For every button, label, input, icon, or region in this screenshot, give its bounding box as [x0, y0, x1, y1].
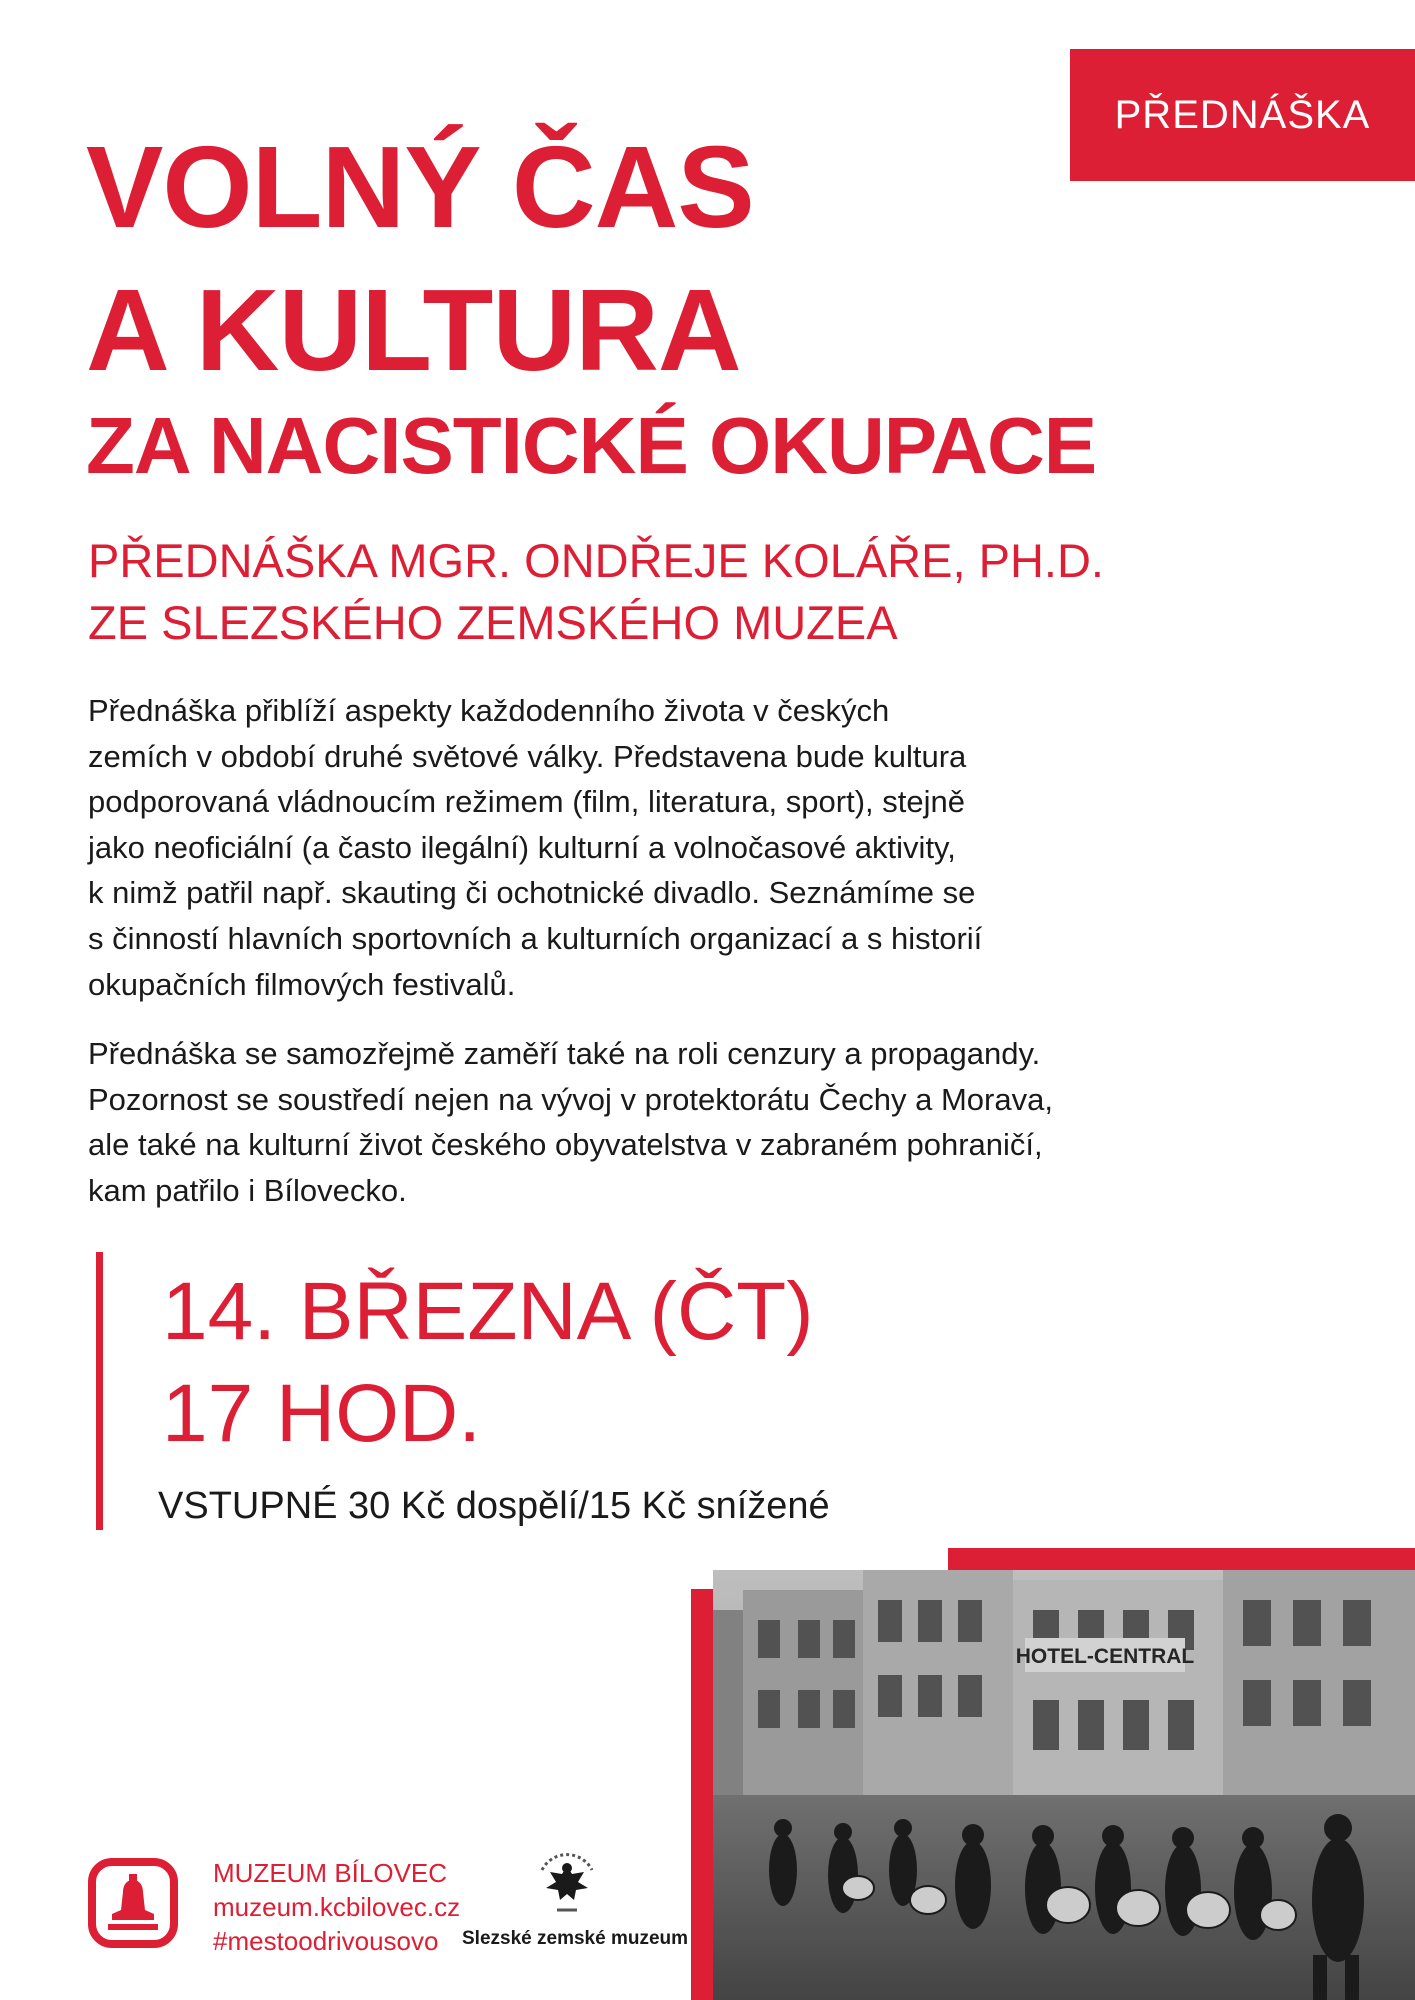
photo-frame-top — [948, 1548, 1415, 1570]
event-type-badge — [1070, 49, 1415, 181]
description-line: Přednáška přiblíží aspekty každodenního života v českých — [88, 693, 890, 728]
description-line: zemích v období druhé světové války. Představena bude kultura — [88, 738, 967, 774]
description-line: podporovaná vládnoucím režimem (film, literatura, sport), stejně — [88, 784, 965, 820]
historical-photo — [713, 1570, 1415, 2000]
photo-frame-left — [691, 1589, 713, 2000]
description-line: k nimž patřil např. skauting či ochotnické divadlo. Seznámíme se — [88, 875, 976, 911]
date-accent-bar — [96, 1252, 103, 1530]
eagle-emblem-icon — [522, 1838, 612, 1928]
museum-website[interactable]: muzeum.kcbilovec.cz — [213, 1892, 461, 1922]
subtitle-speaker: PŘEDNÁŠKA MGR. ONDŘEJE KOLÁŘE, PH.D. — [88, 534, 1104, 587]
event-type-label: PŘEDNÁŠKA — [1114, 92, 1371, 137]
description-line: Pozornost se soustředí nejen na vývoj v protektorátu Čechy a Morava, — [88, 1081, 1053, 1117]
description-line: okupačních filmových festivalů. — [88, 966, 516, 1002]
description-line: kam patřilo i Bílovecko. — [88, 1172, 407, 1208]
muzeum-bell-icon — [88, 1858, 178, 1948]
event-time: 17 HOD. — [162, 1368, 481, 1459]
description-paragraph-1 — [88, 688, 982, 1007]
museum-hashtag: #mestoodrivousovo — [213, 1926, 439, 1956]
subtitle-institution: ZE SLEZSKÉHO ZEMSKÉHO MUZEA — [88, 596, 898, 649]
historical-photo-illustration — [713, 1570, 1415, 2000]
hotel-sign-text: HOTEL-CENTRAL — [1015, 1645, 1195, 1668]
title-line-3: ZA NACISTICKÉ OKUPACE — [86, 401, 1097, 490]
slezske-muzeum-emblem — [522, 1838, 612, 1928]
museum-name: MUZEUM BÍLOVEC — [213, 1858, 448, 1888]
description-line: ale také na kulturní život českého obyvatelstva v zabraném pohraničí, — [88, 1127, 1043, 1163]
admission-price: VSTUPNÉ 30 Kč dospělí/15 Kč snížené — [158, 1485, 830, 1527]
partner-name: Slezské zemské muzeum — [462, 1928, 689, 1949]
description-line: s činností hlavních sportovních a kulturních organizací a s historií — [88, 920, 983, 956]
title-line-2: A KULTURA — [86, 265, 741, 395]
muzeum-bilovec-logo — [88, 1858, 178, 1948]
event-date: 14. BŘEZNA (ČT) — [162, 1266, 814, 1357]
description-line: Přednáška se samozřejmě zaměří také na roli cenzury a propagandy. — [88, 1036, 1041, 1071]
description-line: jako neoficiální (a často ilegální) kulturní a volnočasové aktivity, — [88, 829, 956, 865]
description-paragraph-2 — [88, 1031, 1053, 1213]
title-line-1: VOLNÝ ČAS — [86, 122, 754, 252]
